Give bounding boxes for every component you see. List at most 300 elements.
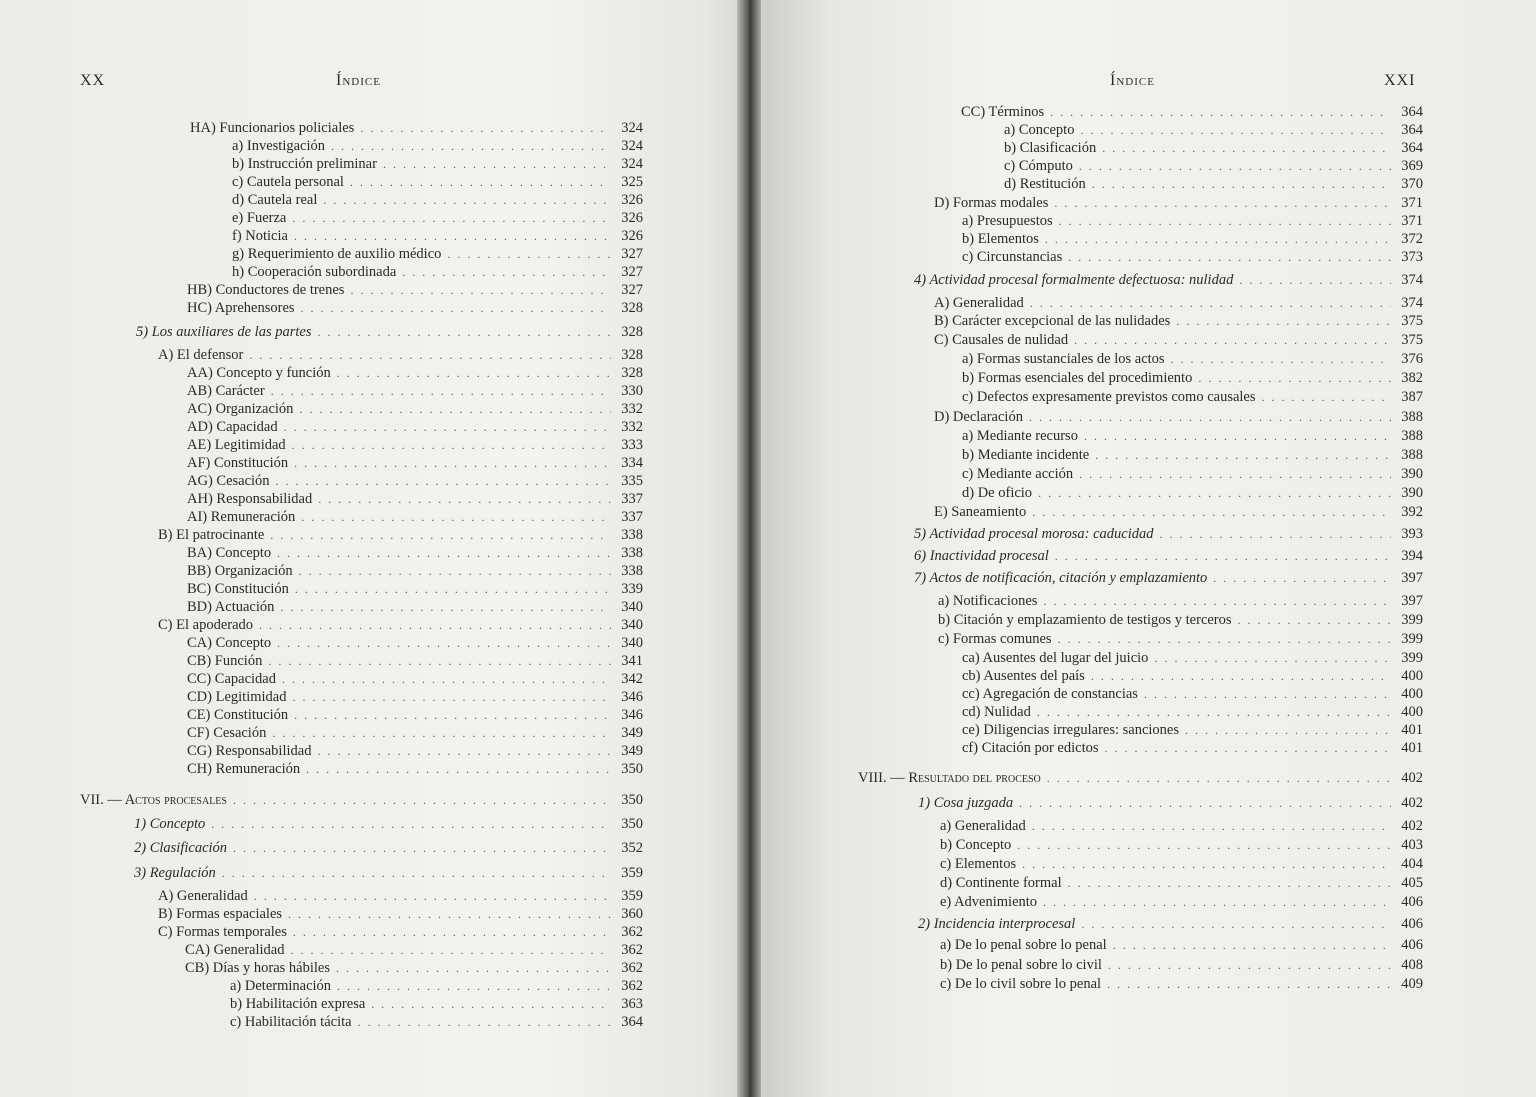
leader-dots [1185,721,1391,739]
toc-entry-label: f) Noticia [232,228,288,244]
toc-entry-page: 363 [621,996,643,1012]
toc-entry-page: 400 [1401,704,1423,720]
toc-entry-page: 349 [621,725,643,741]
leader-dots [317,323,611,341]
toc-entry [232,245,643,263]
toc-entry-page: 332 [621,401,643,417]
leader-dots [293,923,611,941]
leader-dots [1102,139,1391,157]
book-gutter [737,0,761,1097]
leader-dots [1198,369,1391,387]
toc-entry-label: 5) Actividad procesal morosa: caducidad [914,526,1154,542]
leader-dots [383,155,611,173]
toc-entry [962,446,1423,464]
toc-entry-page: 392 [1401,504,1423,520]
leader-dots [301,299,611,317]
leader-dots [249,346,611,364]
toc-entry-page: 388 [1401,409,1423,425]
toc-entry-page: 326 [621,228,643,244]
leader-dots [350,173,611,191]
toc-entry-label: e) Fuerza [232,210,287,226]
toc-entry-page: 327 [621,246,643,262]
toc-entry [1004,121,1423,139]
toc-entry-label: BA) Concepto [187,545,272,561]
toc-entry-page: 333 [621,437,643,453]
leader-dots [1239,271,1391,289]
toc-entry-page: 327 [621,282,643,298]
toc-entry-label: ca) Ausentes del lugar del juicio [962,650,1149,666]
toc-entry-label: b) Formas esenciales del procedimiento [962,370,1193,386]
toc-entry [190,119,643,137]
leader-dots [277,634,611,652]
toc-entry [80,791,643,809]
toc-entry-label: HA) Funcionarios policiales [190,120,355,136]
toc-entry-label: 5) Los auxiliares de las partes [136,324,312,340]
leader-dots [331,137,611,155]
toc-entry-page: 405 [1401,875,1423,891]
toc-entry-label: AC) Organización [187,401,294,417]
leader-dots [292,209,611,227]
toc-entry-label: HC) Aprehensores [187,300,295,316]
toc-entry [134,864,643,882]
toc-entry [187,490,643,508]
toc-entry-page: 372 [1401,231,1423,247]
toc-entry-label: b) De lo penal sobre lo civil [940,957,1102,973]
toc-entry-page: 394 [1401,548,1423,564]
toc-entry-page: 364 [1401,140,1423,156]
toc-entry-label: 4) Actividad procesal formalmente defectuosa: nulidad [914,272,1234,288]
leader-dots [402,263,611,281]
toc-entry-label: b) Elementos [962,231,1039,247]
leader-dots [1017,836,1391,854]
toc-entry-page: 346 [621,707,643,723]
toc-entry [158,346,643,364]
toc-entry-label: D) Formas modales [934,195,1049,211]
toc-entry [158,526,643,544]
leader-dots [1032,817,1391,835]
leader-dots [295,580,611,598]
toc-entry-page: 399 [1401,612,1423,628]
leader-dots [1081,915,1391,933]
toc-entry-page: 350 [621,761,643,777]
toc-entry [232,191,643,209]
toc-entry-page: 364 [1401,104,1423,120]
leader-dots [294,454,611,472]
leader-dots [1043,893,1391,911]
toc-entry [934,312,1423,330]
toc-entry-page: 375 [1401,332,1423,348]
leader-dots [276,472,611,490]
toc-entry-page: 337 [621,509,643,525]
toc-entry-page: 340 [621,617,643,633]
toc-entry [187,742,643,760]
toc-entry [187,508,643,526]
toc-entry-label: AG) Cesación [187,473,270,489]
toc-entry [158,887,643,905]
toc-entry-label: C) Causales de nulidad [934,332,1069,348]
toc-entry [232,227,643,245]
toc-entry-label: CB) Días y horas hábiles [185,960,330,976]
leader-dots [1107,975,1391,993]
toc-entry [962,427,1423,445]
toc-entry-label: d) De oficio [962,485,1033,501]
toc-entry-label: CG) Responsabilidad [187,743,312,759]
toc-entry-page: 382 [1401,370,1423,386]
toc-entry [187,281,643,299]
leader-dots [1068,874,1391,892]
leader-dots [1074,331,1391,349]
leader-dots [1105,739,1392,757]
toc-entry-page: 399 [1401,650,1423,666]
leader-dots [271,382,611,400]
toc-entry [940,975,1423,993]
toc-entry [187,544,643,562]
leader-dots [1238,611,1391,629]
toc-entry-label: 2) Clasificación [134,840,228,856]
toc-entry-label: CH) Remuneración [187,761,301,777]
leader-dots [1213,569,1391,587]
leader-dots [317,742,611,760]
toc-entry [914,271,1423,289]
leader-dots [1144,685,1391,703]
toc-entry-label: e) Advenimiento [940,894,1038,910]
leader-dots [222,864,611,882]
toc-entry-label: 1) Concepto [134,816,206,832]
leader-dots [259,616,611,634]
toc-entry-page: 375 [1401,313,1423,329]
leader-dots [1176,312,1391,330]
toc-entry [1004,157,1423,175]
leader-dots [1037,703,1391,721]
leader-dots [292,436,611,454]
toc-entry-page: 346 [621,689,643,705]
leader-dots [1029,408,1391,426]
toc-entry [934,503,1423,521]
toc-entry-page: 328 [621,347,643,363]
toc-entry-label: b) Mediante incidente [962,447,1090,463]
toc-entry-label: d) Restitución [1004,176,1086,192]
leader-dots [323,191,611,209]
leader-dots [358,1013,611,1031]
toc-entry [1004,139,1423,157]
toc-entry [187,382,643,400]
toc-entry-label: g) Requerimiento de auxilio médico [232,246,442,262]
toc-entry-label: a) Concepto [1004,122,1075,138]
toc-entry [962,248,1423,266]
toc-entry-page: 350 [621,816,643,832]
toc-entry [962,649,1423,667]
leader-dots [233,839,611,857]
leader-dots [1019,794,1391,812]
toc-entry-page: 400 [1401,686,1423,702]
leader-dots [306,760,611,778]
leader-dots [360,119,611,137]
toc-entry [187,400,643,418]
toc-entry-page: 406 [1401,937,1423,953]
toc-entry-page: 362 [621,924,643,940]
leader-dots [1171,350,1391,368]
toc-entry [187,634,643,652]
toc-entry-label: d) Continente formal [940,875,1062,891]
toc-entry-label: c) Circunstancias [962,249,1063,265]
toc-entry [158,616,643,634]
toc-entry [918,794,1423,812]
toc-entry-page: 401 [1401,740,1423,756]
toc-entry [961,103,1423,121]
toc-entry-page: 364 [621,1014,643,1030]
toc-entry [940,855,1423,873]
toc-entry [934,294,1423,312]
leader-dots [1059,212,1391,230]
toc-entry-page: 370 [1401,176,1423,192]
toc-entry-label: c) Cómputo [1004,158,1073,174]
toc-entry-page: 324 [621,120,643,136]
toc-entry [858,769,1423,787]
toc-entry-page: 362 [621,942,643,958]
right-running-head: Índice [1110,72,1155,89]
right-page-number: XXI [1384,72,1416,89]
toc-entry-label: c) Mediante acción [962,466,1074,482]
toc-entry-label: 6) Inactividad procesal [914,548,1049,564]
leader-dots [292,688,611,706]
toc-entry-page: 352 [621,840,643,856]
toc-entry-page: 338 [621,563,643,579]
toc-entry [940,893,1423,911]
toc-entry-label: B) Carácter excepcional de las nulidades [934,313,1171,329]
toc-entry-page: 326 [621,192,643,208]
toc-entry [187,562,643,580]
toc-entry [136,323,643,341]
leader-dots [1092,175,1391,193]
toc-entry-page: 371 [1401,195,1423,211]
toc-entry [187,652,643,670]
toc-entry [962,484,1423,502]
toc-entry-page: 402 [1401,795,1423,811]
toc-entry-label: E) Saneamiento [934,504,1027,520]
toc-entry-label: AD) Capacidad [187,419,278,435]
toc-entry-page: 338 [621,527,643,543]
toc-entry [938,630,1423,648]
leader-dots [301,508,611,526]
toc-entry-label: c) Defectos expresamente previstos como causales [962,389,1256,405]
toc-entry-label: CC) Capacidad [187,671,276,687]
toc-entry [187,670,643,688]
toc-entry [232,263,643,281]
toc-entry-label: c) De lo civil sobre lo penal [940,976,1102,992]
toc-entry-label: A) Generalidad [158,888,248,904]
toc-entry-label: b) Citación y emplazamiento de testigos y terceros [938,612,1232,628]
toc-entry-page: 342 [621,671,643,687]
toc-entry-label: A) El defensor [158,347,244,363]
toc-entry-label: B) Formas espaciales [158,906,283,922]
toc-entry-label: CA) Generalidad [185,942,285,958]
toc-entry-label: 1) Cosa juzgada [918,795,1014,811]
toc-entry [962,350,1423,368]
toc-entry [934,331,1423,349]
leader-dots [233,791,611,809]
toc-entry-page: 334 [621,455,643,471]
toc-entry [938,592,1423,610]
toc-entry-page: 387 [1401,389,1423,405]
leader-dots [288,905,611,923]
toc-entry [230,977,643,995]
toc-entry-page: 397 [1401,570,1423,586]
toc-entry-page: 364 [1401,122,1423,138]
leader-dots [1079,157,1391,175]
toc-entry-label: 7) Actos de notificación, citación y emplazamiento [914,570,1208,586]
leader-dots [1045,230,1391,248]
leader-dots [1154,649,1391,667]
toc-entry [940,874,1423,892]
toc-entry [187,454,643,472]
toc-entry [187,364,643,382]
toc-entry-label: AE) Legitimidad [187,437,286,453]
toc-entry [134,839,643,857]
toc-entry-label: d) Cautela real [232,192,318,208]
toc-entry-label: BD) Actuación [187,599,275,615]
toc-entry-page: 397 [1401,593,1423,609]
toc-entry [232,155,643,173]
toc-entry-label: BC) Constitución [187,581,289,597]
toc-entry-label: a) Presupuestos [962,213,1053,229]
toc-entry [232,209,643,227]
toc-entry-label: c) Cautela personal [232,174,344,190]
toc-entry [185,941,643,959]
toc-entry-page: 335 [621,473,643,489]
leader-dots [1068,248,1391,266]
leader-dots [1084,427,1391,445]
toc-entry [962,212,1423,230]
toc-entry [938,611,1423,629]
toc-entry-page: 388 [1401,428,1423,444]
toc-entry-page: 401 [1401,722,1423,738]
toc-entry-page: 328 [621,365,643,381]
toc-entry-label: a) Determinación [230,978,332,994]
toc-entry [187,760,643,778]
leader-dots [337,364,611,382]
toc-entry-label: CA) Concepto [187,635,272,651]
toc-entry-page: 340 [621,599,643,615]
toc-entry-label: AF) Constitución [187,455,289,471]
toc-entry-label: CE) Constitución [187,707,289,723]
toc-entry-page: 371 [1401,213,1423,229]
toc-entry-label: b) Habilitación expresa [230,996,366,1012]
toc-entry-label: HB) Conductores de trenes [187,282,345,298]
leader-dots [318,490,611,508]
toc-entry-page: 349 [621,743,643,759]
toc-entry-page: 390 [1401,466,1423,482]
leader-dots [270,526,611,544]
toc-entry [187,299,643,317]
toc-entry-page: 338 [621,545,643,561]
toc-entry-page: 325 [621,174,643,190]
leader-dots [268,652,611,670]
toc-entry-page: 374 [1401,295,1423,311]
leader-dots [336,959,611,977]
toc-entry-label: a) De lo penal sobre lo penal [940,937,1107,953]
toc-entry-label: cd) Nulidad [962,704,1031,720]
toc-entry [940,836,1423,854]
toc-entry-label: ce) Diligencias irregulares: sanciones [962,722,1180,738]
toc-entry-page: 369 [1401,158,1423,174]
toc-entry-page: 402 [1401,818,1423,834]
leader-dots [299,562,611,580]
toc-entry [940,936,1423,954]
right-page [768,0,1536,1097]
toc-entry-page: 362 [621,978,643,994]
toc-entry-page: 402 [1401,770,1423,786]
toc-entry-label: b) Concepto [940,837,1012,853]
toc-entry-label: CF) Cesación [187,725,267,741]
toc-entry [940,956,1423,974]
toc-entry-page: 373 [1401,249,1423,265]
toc-entry [962,465,1423,483]
toc-entry-page: 409 [1401,976,1423,992]
toc-entry [187,688,643,706]
toc-entry-page: 324 [621,138,643,154]
toc-entry [230,995,643,1013]
toc-entry-label: a) Investigación [232,138,326,154]
leader-dots [1030,294,1391,312]
leader-dots [277,544,611,562]
toc-entry-page: 388 [1401,447,1423,463]
toc-entry-page: 330 [621,383,643,399]
toc-entry-label: cb) Ausentes del país [962,668,1085,684]
toc-entry-page: 340 [621,635,643,651]
toc-entry [914,547,1423,565]
toc-entry [934,194,1423,212]
toc-entry-label: c) Formas comunes [938,631,1052,647]
toc-entry [962,739,1423,757]
toc-entry-label: h) Cooperación subordinada [232,264,397,280]
leader-dots [1113,936,1391,954]
leader-dots [1032,503,1391,521]
leader-dots [1058,630,1391,648]
toc-entry-label: VIII. — Resultado del proceso [858,770,1041,786]
toc-entry-page: 362 [621,960,643,976]
left-running-head: Índice [336,72,381,89]
toc-entry-label: cf) Citación por edictos [962,740,1099,756]
toc-entry-page: 328 [621,300,643,316]
toc-entry-page: 406 [1401,894,1423,910]
toc-entry-page: 404 [1401,856,1423,872]
toc-entry [187,706,643,724]
leader-dots [1262,388,1391,406]
toc-entry [962,703,1423,721]
toc-entry-label: CC) Términos [961,104,1045,120]
leader-dots [211,815,611,833]
leader-dots [299,400,611,418]
toc-entry [230,1013,643,1031]
leader-dots [1055,547,1391,565]
toc-entry-label: cc) Agregación de constancias [962,686,1138,702]
toc-entry-label: VII. — Actos procesales [80,792,227,808]
toc-entry-page: 406 [1401,916,1423,932]
leader-dots [282,670,611,688]
toc-entry-label: a) Notificaciones [938,593,1038,609]
toc-entry-label: C) El apoderado [158,617,254,633]
toc-entry-page: 327 [621,264,643,280]
leader-dots [1038,484,1391,502]
leader-dots [350,281,611,299]
toc-entry-page: 376 [1401,351,1423,367]
leader-dots [1050,103,1391,121]
toc-entry-label: CD) Legitimidad [187,689,287,705]
leader-dots [371,995,611,1013]
toc-entry [962,369,1423,387]
leader-dots [1095,446,1391,464]
leader-dots [284,418,611,436]
